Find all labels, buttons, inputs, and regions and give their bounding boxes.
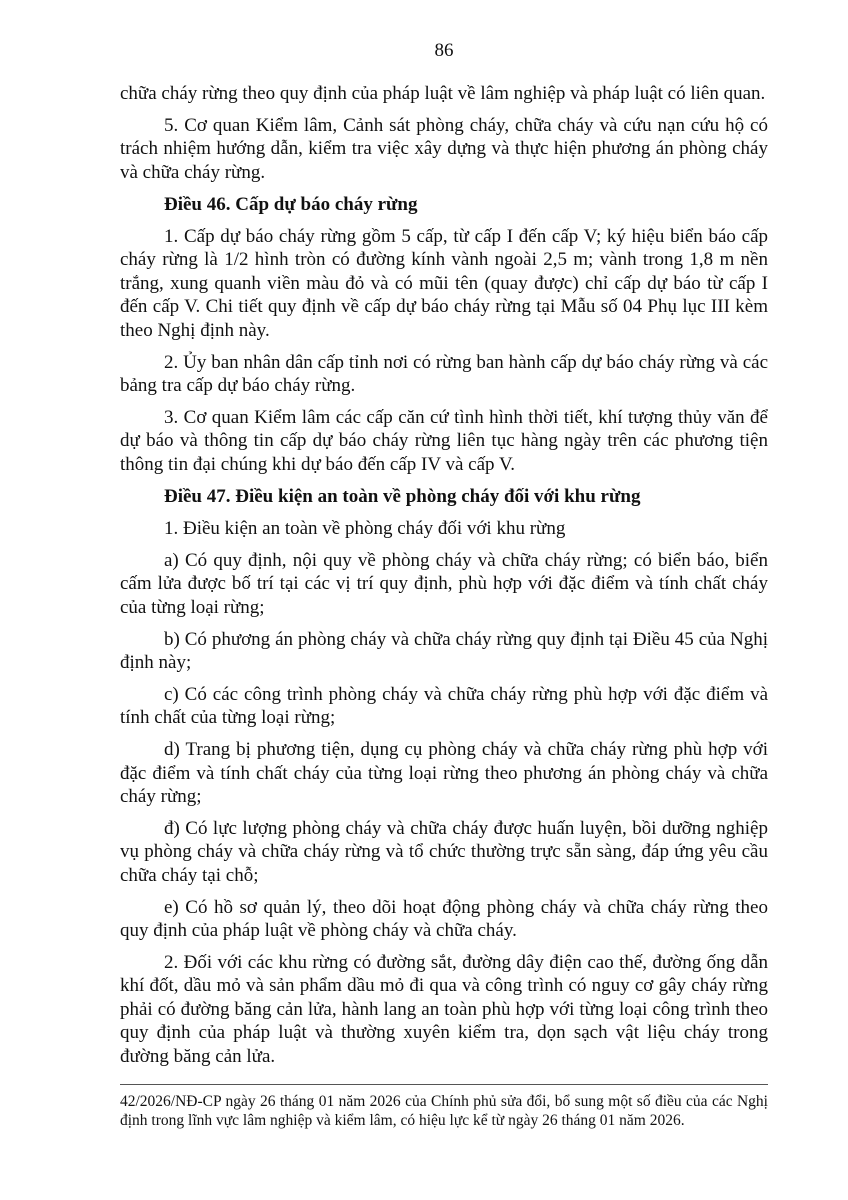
page-number: 86: [434, 40, 454, 61]
article-47-item-a: a) Có quy định, nội quy về phòng cháy và chữa cháy rừng; có biển báo, biển cấm lửa được bố trí tại các vị trí quy định, phù hợp với đặc điểm và tính chất cháy của từng loại rừng;: [120, 549, 768, 618]
article-47-item-e: e) Có hồ sơ quản lý, theo dõi hoạt động phòng cháy và chữa cháy rừng theo quy định của pháp luật về phòng cháy và chữa cháy.: [120, 896, 768, 942]
article-47-item-dd: đ) Có lực lượng phòng cháy và chữa cháy được huấn luyện, bồi dưỡng nghiệp vụ phòng cháy và chữa cháy rừng và tổ chức thường trực sẵn sàng, đáp ứng yêu cầu chữa cháy tại chỗ;: [120, 817, 768, 886]
article-47-heading: Điều 47. Điều kiện an toàn về phòng cháy đối với khu rừng: [164, 485, 641, 507]
article-47-item-d: d) Trang bị phương tiện, dụng cụ phòng cháy và chữa cháy rừng phù hợp với đặc điểm và tính chất cháy của từng loại rừng theo phương án phòng cháy và chữa cháy rừng;: [120, 739, 768, 808]
footnote-text: 42/2026/NĐ-CP ngày 26 tháng 01 năm 2026 của Chính phủ sửa đổi, bổ sung một số điều của các Nghị định trong lĩnh vực lâm nghiệp và kiểm lâm, có hiệu lực kể từ ngày 26 tháng 01 năm 2026.: [120, 1093, 768, 1129]
article-47-item-c: c) Có các công trình phòng cháy và chữa cháy rừng phù hợp với đặc điểm và tính chất của từng loại rừng;: [120, 683, 768, 729]
paragraph-continuation: chữa cháy rừng theo quy định của pháp luật về lâm nghiệp và pháp luật có liên quan.: [120, 83, 766, 104]
document-body: [120, 82, 768, 1077]
article-46-clause-2: 2. Ủy ban nhân dân cấp tỉnh nơi có rừng ban hành cấp dự báo cháy rừng và các bảng tra cấp dự báo cháy rừng.: [120, 351, 768, 396]
article-46-clause-1: 1. Cấp dự báo cháy rừng gồm 5 cấp, từ cấp I đến cấp V; ký hiệu biển báo cấp cháy rừng là 1/2 hình tròn có đường kính vành ngoài 2,5 m; vành trong 1,8 m nền trắng, xung quanh viền màu đỏ và có mũi tên (quay được) chỉ cấp dự báo từ cấp I đến cấp V. Chi tiết quy định về cấp dự báo cháy rừng tại Mẫu số 04 Phụ lục III kèm theo Nghị định này.: [120, 226, 768, 341]
paragraph-clause-5: 5. Cơ quan Kiểm lâm, Cảnh sát phòng cháy, chữa cháy và cứu nạn cứu hộ có trách nhiệm hướng dẫn, kiểm tra việc xây dựng và thực hiện phương án phòng cháy và chữa cháy rừng.: [120, 114, 768, 183]
article-47-clause-2: 2. Đối với các khu rừng có đường sắt, đường dây điện cao thế, đường ống dẫn khí đốt, dầu mỏ và sản phẩm dầu mỏ đi qua và công trình có nguy cơ gây cháy rừng phải có đường băng cản lửa, hành lang an toàn phù hợp với từng loại công trình theo quy định của pháp luật và thường xuyên kiểm tra, dọn sạch vật liệu cháy trong đường băng cản lửa.: [120, 952, 768, 1067]
article-47-item-b: b) Có phương án phòng cháy và chữa cháy rừng quy định tại Điều 45 của Nghị định này;: [120, 628, 768, 674]
footnote-divider: [120, 1084, 768, 1085]
article-47-clause-1: 1. Điều kiện an toàn về phòng cháy đối với khu rừng: [164, 518, 566, 539]
article-46-heading: Điều 46. Cấp dự báo cháy rừng: [164, 193, 418, 215]
article-46-clause-3: 3. Cơ quan Kiểm lâm các cấp căn cứ tình hình thời tiết, khí tượng thủy văn để dự báo và thông tin cấp dự báo cháy rừng liên tục hàng ngày trên các phương tiện thông tin đại chúng khi dự báo đến cấp IV và cấp V.: [120, 406, 768, 475]
